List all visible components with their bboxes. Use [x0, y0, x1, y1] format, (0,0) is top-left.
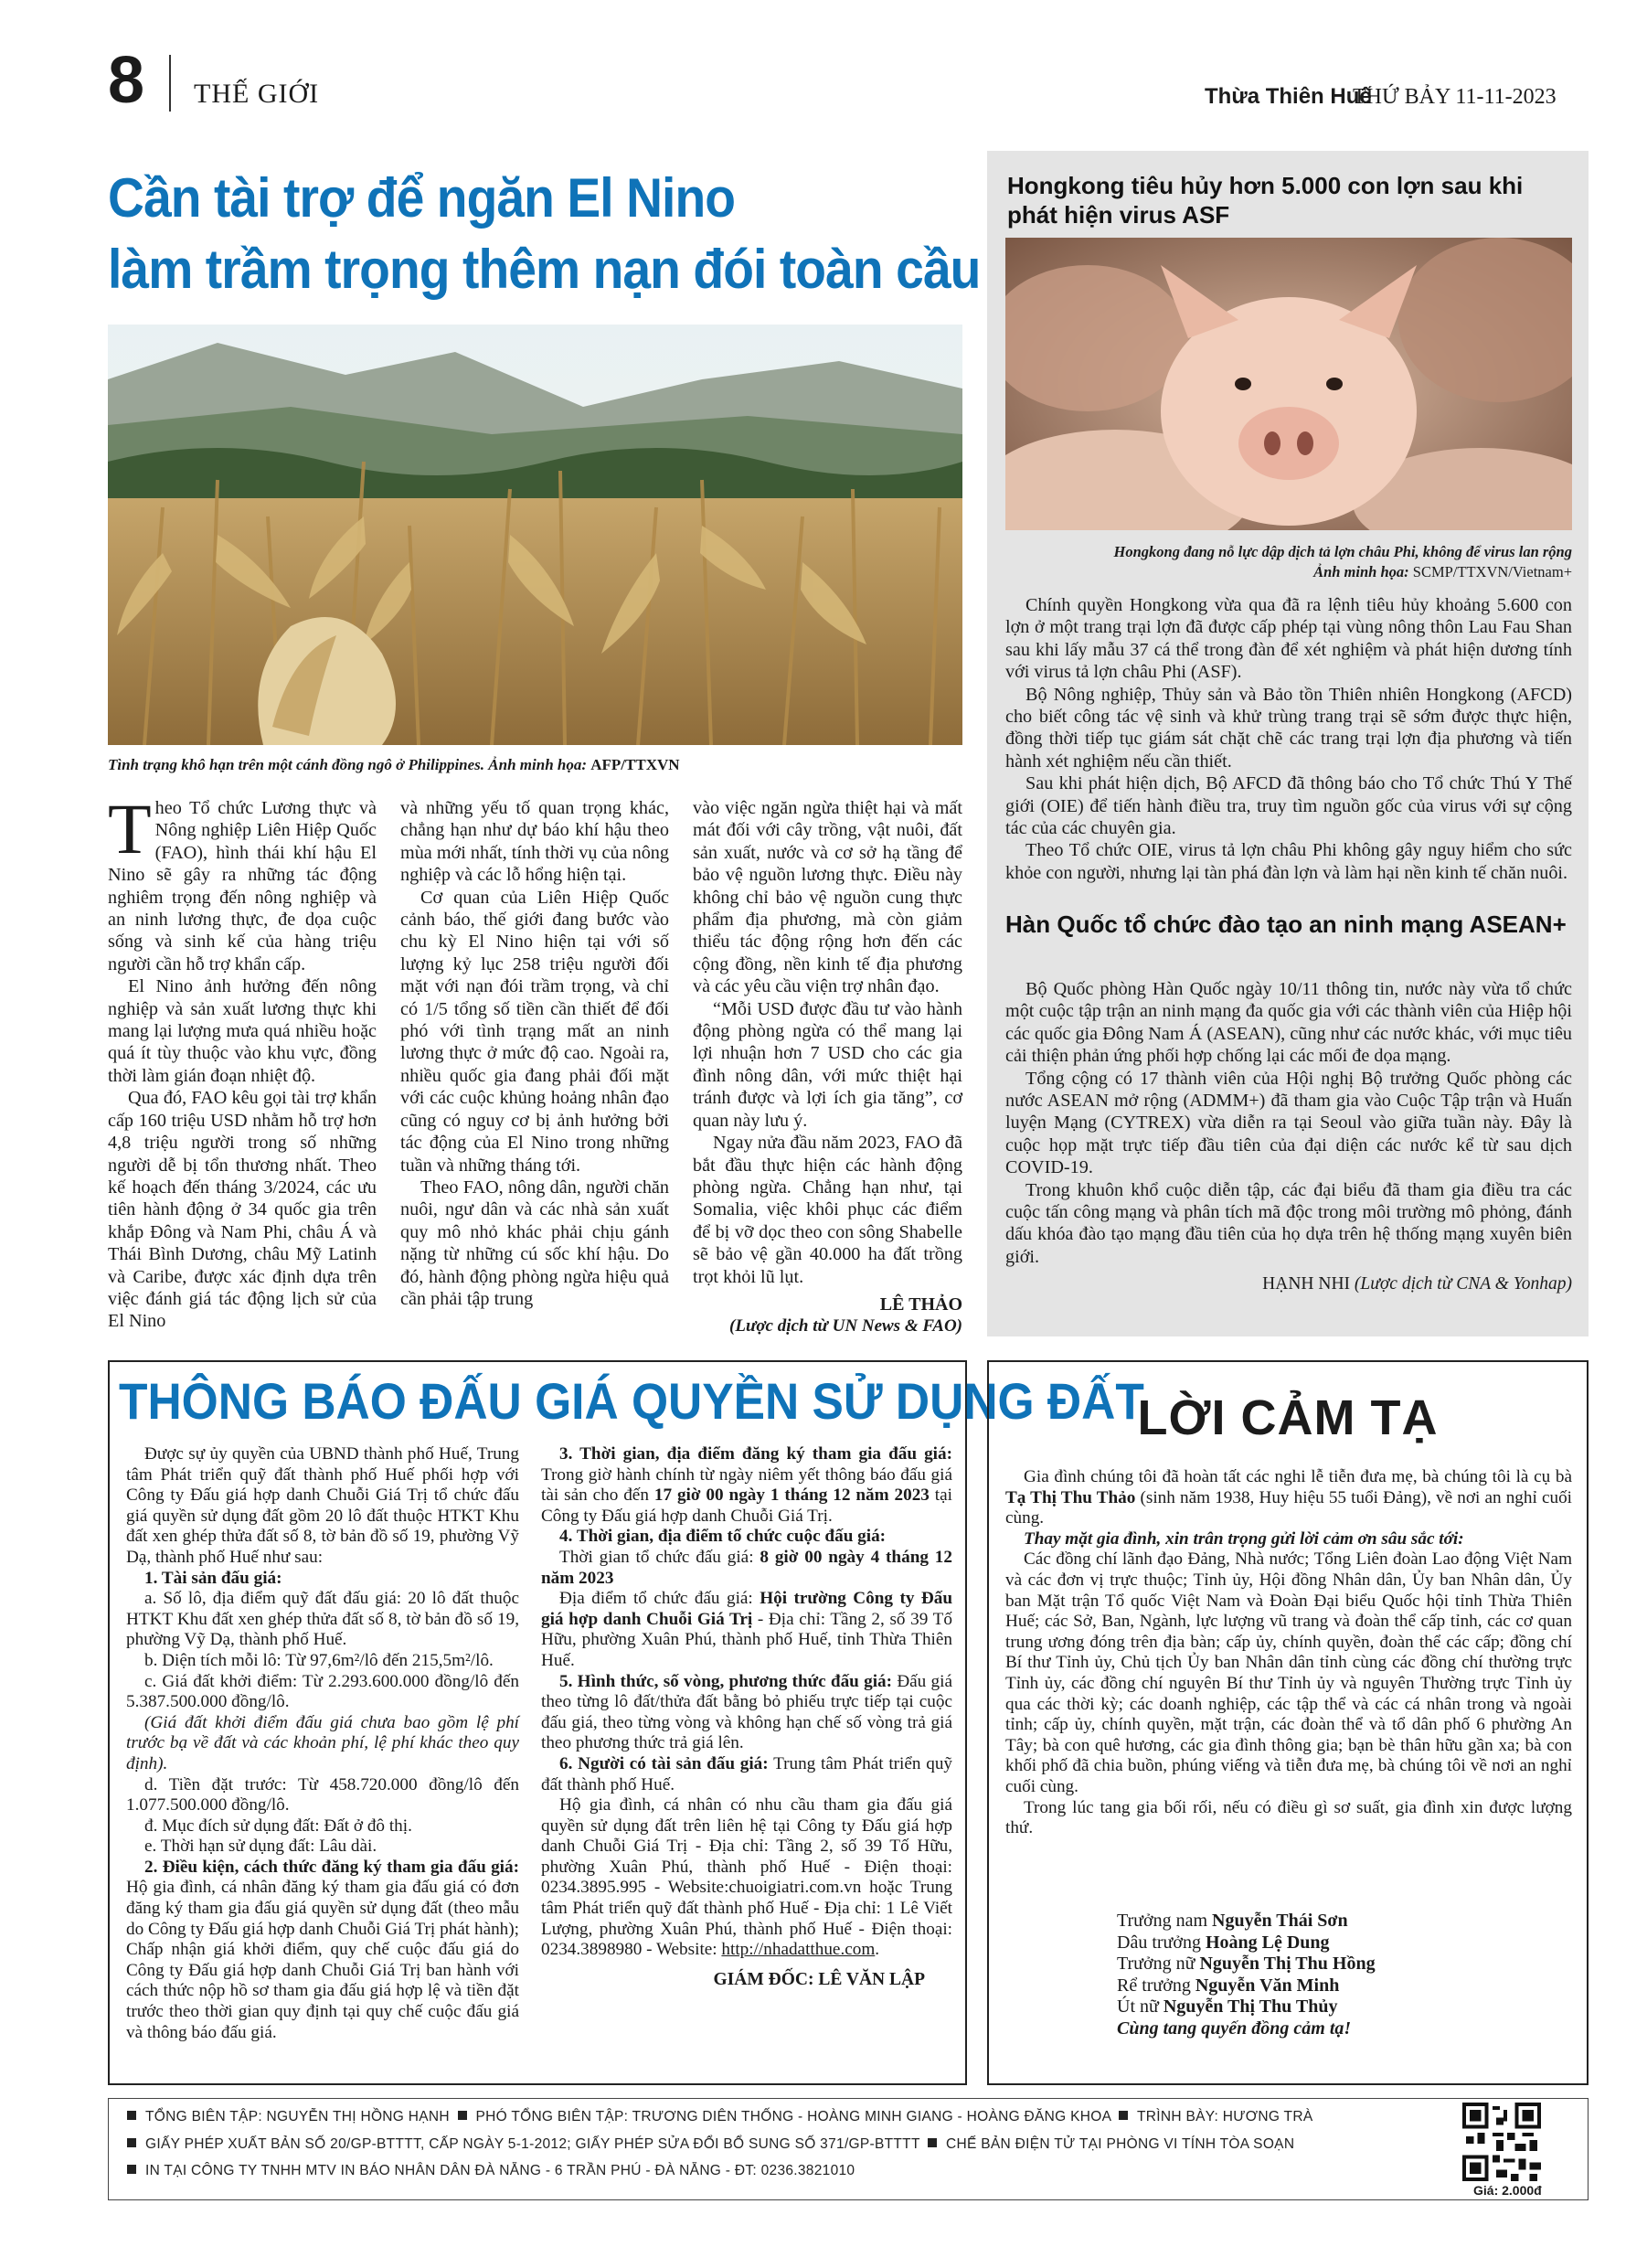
caption-text: Tình trạng khô hạn trên một cánh đồng ngô ở Philippines. Ảnh minh họa: — [108, 756, 591, 773]
closing-line: Cùng tang quyến đồng cảm tạ! — [1117, 2018, 1352, 2039]
family-signers — [1117, 1911, 1574, 2039]
paragraph: tại Công ty Đấu giá hợp danh Chuỗi Giá Trị. — [541, 1485, 952, 1526]
newspaper-name: Thừa Thiên Huế — [1205, 84, 1372, 109]
bullet-icon — [458, 2111, 467, 2120]
paragraph: đ. Mục đích sử dụng đất: Đất ở đô thị. — [144, 1815, 412, 1836]
footer-line-1 — [123, 2109, 1312, 2125]
paragraph: d. Tiền đặt trước: Từ 458.720.000 đồng/lô đến 1.077.500.000 đồng/lô. — [126, 1774, 519, 1815]
paragraph: Bộ Quốc phòng Hàn Quốc ngày 10/11 thông tin, nước này vừa tổ chức một cuộc tập trận an ninh mạng đa quốc gia với các thành viên của Hiệp hội các quốc gia Đông Nam Á (ASEAN), cũng như các nước khác, với mục tiêu cải thiện phản ứng phối hợp chống lại các mối đe dọa mạng. — [1005, 979, 1572, 1067]
paragraph: a. Số lô, địa điểm quỹ đất đấu giá: 20 lô đất thuộc HTKT Khu đất xen ghép thửa đất số 8, tờ bản đồ số 19, phường Vỹ Dạ, thành phố Huế. — [126, 1589, 519, 1650]
auction-place: Hội trường Công ty Đấu giá hợp danh Chuỗi Giá Trị — [541, 1589, 953, 1629]
paragraph: Qua đó, FAO kêu gọi tài trợ khẩn cấp 160 triệu USD nhằm hỗ trợ hơn 4,8 triệu người trong số những người dễ bị tổn thương nhất. Theo kế hoạch đến tháng 3/2024, các ưu tiên hành động ở 34 quốc gia trên khắp Đông và Nam Phi, châu Á và Thái Bình Dương, châu Mỹ Latinh và Caribe, được xác định dựa trên việc đánh giá tác động lịch sử của El Nino — [108, 1088, 377, 1332]
paragraph: Theo Tổ chức OIE, virus tả lợn châu Phi không gây nguy hiểm cho sức khỏe con người, nhưng lại tàn phá đàn lợn và làm hại nền kinh tế chăn nuôi. — [1005, 840, 1572, 883]
paragraph: Trong lúc tang gia bối rối, nếu có điều gì sơ suất, gia đình xin được lượng thứ. — [1005, 1797, 1572, 1838]
issue-date: THỨ BẢY 11-11-2023 — [1353, 85, 1557, 109]
main-article-column-2 — [400, 797, 669, 1310]
paragraph: Đấu giá theo từng lô đất/thửa đất bằng bỏ phiếu trực tiếp tại cuộc đấu giá, theo từng vòng và không hạn chế số vòng trả giá theo phương thức trả giá lên. — [541, 1671, 952, 1753]
printer-info: IN TẠI CÔNG TY TNHH MTV IN BÁO NHÂN DÂN ĐÀ NẴNG - 6 TRẦN PHÚ - ĐÀ NẴNG - ĐT: 0236.3821010 — [145, 2163, 855, 2178]
auction-notice-title: THÔNG BÁO ĐẤU GIÁ QUYỀN SỬ DỤNG ĐẤT — [119, 1372, 1144, 1430]
paragraph: “Mỗi USD được đầu tư vào hành động phòng ngừa có thể mang lại lợi nhuận hơn 7 USD cho các gia đình nông dân, với mức thiệt hại tránh được và lợi ích gia tăng”, cơ quan này lưu ý. — [693, 998, 962, 1131]
footer-line-2 — [123, 2136, 1294, 2153]
pig-news-title: Hongkong tiêu hủy hơn 5.000 con lợn sau khi phát hiện virus ASF — [1007, 172, 1524, 229]
director-signature: GIÁM ĐỐC: LÊ VĂN LẬP — [713, 1969, 925, 1989]
signer: Trưởng nam Nguyễn Thái Sơn — [1117, 1911, 1348, 1931]
section-heading: 5. Hình thức, số vòng, phương thức đấu giá: — [559, 1671, 893, 1691]
footer-line-3 — [123, 2163, 855, 2179]
website-link[interactable]: http://nhadatthue.com — [721, 1940, 876, 1960]
paragraph: - Địa chỉ: Tầng 2, số 39 Tố Hữu, phường Xuân Phú, thành phố Huế, tỉnh Thừa Thiên Huế. — [541, 1609, 952, 1670]
label: Thời gian tổ chức đấu giá: — [559, 1547, 760, 1567]
paragraph: và những yếu tố quan trọng khác, chẳng hạn như dự báo khí hậu theo mùa mới nhất, tính thời vụ của nông nghiệp và các lỗ hổng hiện tại. — [400, 798, 669, 886]
paragraph: Thay mặt gia đình, xin trân trọng gửi lời cảm ơn sâu sắc tới: — [1024, 1528, 1464, 1549]
deputy-editors: PHÓ TỔNG BIÊN TẬP: TRƯƠNG DIÊN THỐNG - HOÀNG MINH GIANG - HOÀNG ĐĂNG KHOA — [475, 2109, 1111, 2124]
paragraph: Chính quyền Hongkong vừa qua đã ra lệnh tiêu hủy khoảng 5.600 con lợn ở một trang trại lợn đã được cấp phép tại vùng nông thôn Lau Fau Shan sau khi lấy mẫu 37 cá thể trong đàn để xét nghiệm và phát hiện dương tính với virus tả lợn châu Phi (ASF). — [1005, 595, 1572, 683]
korea-news-body — [1005, 978, 1572, 1296]
bullet-icon — [127, 2165, 136, 2174]
paragraph: vào việc ngăn ngừa thiệt hại và mất mát đối với cây trồng, vật nuôi, đất sản xuất, nước và cơ sở hạ tầng để bảo vệ nguồn lương thực. Điều này không chỉ bảo vệ nguồn cung thực phẩm địa phương, mà còn giảm thiểu tác động rộng hơn đến các cộng đồng, nền kinh tế địa phương và các yêu cầu viện trợ nhân đạo. — [693, 798, 962, 997]
caption-text: Hongkong đang nỗ lực dập dịch tả lợn châu Phi, không để virus lan rộng — [1113, 543, 1572, 560]
korea-news-title: Hàn Quốc tổ chức đào tạo an ninh mạng ASEAN+ — [1005, 910, 1567, 938]
auction-column-1 — [126, 1444, 519, 2043]
paragraph: b. Diện tích mỗi lô: Từ 97,6m²/lô đến 215,5m²/lô. — [144, 1650, 494, 1670]
publishing-license: GIẤY PHÉP XUẤT BẢN SỐ 20/GP-BTTTT, CẤP NGÀY 5-1-2012; GIẤY PHÉP SỬA ĐỔI BỔ SUNG SỐ 371/GP-BTTTT — [145, 2136, 920, 2152]
section-heading: 2. Điều kiện, cách thức đăng ký tham gia đấu giá: — [144, 1857, 519, 1877]
pigs-photo-caption — [1005, 542, 1572, 582]
signer: Rể trưởng Nguyễn Văn Minh — [1117, 1975, 1340, 1996]
bullet-icon — [127, 2111, 136, 2120]
main-article-column-3 — [693, 797, 962, 1338]
page-number: 8 — [108, 44, 145, 117]
paragraph: Ngay nửa đầu năm 2023, FAO đã bắt đầu thực hiện các hành động phòng ngừa. Chẳng hạn như, tại Somalia, việc khôi phục các điểm để bị vỡ dọc theo con sông Shabelle sẽ bảo vệ gần 40.000 ha đất trồng trọt khỏi lũ lụt. — [693, 1133, 962, 1287]
paragraph: Sau khi phát hiện dịch, Bộ AFCD đã thông báo cho Tổ chức Thú Y Thế giới (OIE) để tiến hành điều tra, truy tìm nguồn gốc của virus với sự cộng tác của các chuyên gia. — [1005, 773, 1572, 839]
main-article-title — [108, 163, 981, 305]
main-title-line-2: làm trầm trọng thêm nạn đói toàn cầu — [108, 239, 981, 300]
section-heading: 6. Người có tài sản đấu giá: — [559, 1753, 769, 1773]
contact-info: Hộ gia đình, cá nhân có nhu cầu tham gia đấu giá quyền sử dụng đất trên liên hệ tại Công ty Đấu giá hợp danh Chuỗi Giá Trị - Địa chỉ: Tầng 2, số 39 Tố Hữu, phường Xuân Phú, thành phố Huế - Điện thoại: 0234.3895.995 - Website:chuoigiatri.com.vn hoặc Trung tâm Phát triển quỹ đất thành phố Huế - Địa chỉ: 1 Lê Viết Lượng, phường Xuân Phú, thành phố Huế - Điện thoại: 0234.3898980 - Website: — [541, 1795, 952, 1960]
cornfield-photo-caption — [108, 756, 680, 774]
prepress-credit: CHẾ BẢN ĐIỆN TỬ TẠI PHÒNG VI TÍNH TÒA SOẠN — [946, 2136, 1295, 2152]
paragraph: (Giá đất khởi điểm đấu giá chưa bao gồm lệ phí trước bạ về đất và các khoản phí, lệ phí khác theo quy định). — [126, 1712, 519, 1773]
bullet-icon — [928, 2138, 937, 2147]
paragraph: Các đồng chí lãnh đạo Đảng, Nhà nước; Tổng Liên đoàn Lao động Việt Nam và các đơn vị trực thuộc; Tỉnh ủy, Hội đồng Nhân dân, Ủy ban Nhân dân, Ủy ban Mặt trận Tổ quốc Việt Nam và Đoàn Đại biểu Quốc hội tỉnh Thừa Thiên Huế; các Sở, Ban, Ngành, lực lượng vũ trang và đoàn thể cấp tỉnh, các cơ quan trung ương đóng trên địa bàn; cấp ủy, chính quyền, đoàn thể các cấp; đồng chí Bí thư Tỉnh ủy, Chủ tịch Ủy ban Nhân dân tỉnh cùng các đồng chí thường trực Tỉnh ủy, các đồng chí nguyên Bí thư Tỉnh ủy và nguyên Thường trực Tỉnh ủy qua các thời kỳ; các doanh nghiệp, các tập thể và các cá nhân trong và ngoài tỉnh; cấp ủy, chính quyền, mặt trận, các đoàn thể và tổ dân phố 6 phường An Tây; bà con quê hương, các gia đình thông gia; bạn bè thân hữu gần xa; bà con khối phố đã chia buồn, phúng viếng và tiễn đưa mẹ, bà chúng tôi về nơi an nghỉ cuối cùng. — [1005, 1549, 1572, 1796]
paragraph: Hộ gia đình, cá nhân đăng ký tham gia đấu giá có đơn đăng ký tham gia đấu giá quyền sử dụng đất (theo mẫu do Công ty Đấu giá hợp danh Chuỗi Giá Trị phát hành); Chấp nhận giá khởi điểm, quy chế cuộc đấu giá do Công ty Đấu giá hợp danh Chuỗi Giá Trị ban hành với cách thức nộp hồ sơ tham gia đấu giá hợp lệ và tiền đặt trước theo thời gian quy định tại quy chế cuộc đấu giá và thông báo đấu giá. — [126, 1878, 519, 2042]
caption-credit: AFP/TTXVN — [590, 756, 680, 773]
paragraph: Được sự ủy quyền của UBND thành phố Huế, Trung tâm Phát triển quỹ đất thành phố Huế phối hợp với Công ty Đấu giá hợp danh Chuỗi Giá Trị tổ chức đấu giá quyền sử dụng đất gồm 20 lô đất thuộc HTKT Khu đất xen ghép thửa đất số 8, tờ bản đồ số 19, phường Vỹ Dạ, thành phố Huế như sau: — [126, 1444, 519, 1567]
thanks-notice-title: LỜI CẢM TẠ — [1137, 1390, 1439, 1445]
paragraph: Theo FAO, nông dân, người chăn nuôi, ngư dân và các nhà sản xuất quy mô nhỏ khác phải chịu gánh nặng từ những cú sốc khí hậu. Do đó, hành động phòng ngừa hiệu quả cần phải tập trung — [400, 1177, 669, 1309]
main-article-column-1 — [108, 789, 377, 1333]
caption-credit: SCMP/TTXVN/Vietnam+ — [1412, 563, 1572, 580]
paragraph: Gia đình chúng tôi đã hoàn tất các nghi lễ tiễn đưa mẹ, bà chúng tôi là cụ bà — [1024, 1467, 1572, 1486]
bullet-icon — [1119, 2111, 1128, 2120]
section-heading: 1. Tài sản đấu giá: — [144, 1568, 282, 1588]
layout-credit: TRÌNH BÀY: HƯƠNG TRÀ — [1137, 2109, 1313, 2124]
article-author: LÊ THẢO — [879, 1294, 962, 1315]
signer: Trưởng nữ Nguyễn Thị Thu Hồng — [1117, 1954, 1376, 1974]
article-source: (Lược dịch từ UN News & FAO) — [729, 1316, 962, 1336]
section-heading: 4. Thời gian, địa điểm tổ chức cuộc đấu giá: — [559, 1527, 887, 1547]
paragraph: Bộ Nông nghiệp, Thủy sản và Bảo tồn Thiên nhiên Hongkong (AFCD) cho biết công tác vệ sinh và khử trùng trang trại sẽ sớm được thực hiện, đồng thời tiếp tục giám sát chặt chẽ các trang trại lợn địa phương và tiến hành xét nghiệm nếu cần thiết. — [1005, 684, 1572, 772]
paragraph: heo Tổ chức Lương thực và Nông nghiệp Liên Hiệp Quốc (FAO), hình thái khí hậu El Nino sẽ gây ra những tác động nghiêm trọng đến nông nghiệp và an ninh lương thực, đe dọa cuộc sống và sinh kế của hàng triệu người cần hỗ trợ khẩn cấp. — [108, 798, 377, 974]
paragraph: Trung tâm Phát triển quỹ đất thành phố Huế. — [541, 1753, 953, 1794]
section-heading: 3. Thời gian, địa điểm đăng ký tham gia đấu giá: — [559, 1444, 952, 1464]
paragraph: Trong khuôn khổ cuộc diễn tập, các đại biểu đã tham gia điều tra các cuộc tấn công mạng và phân tích mã độc trong môi trường mô phỏng, đánh dấu khóa đào tạo mạng đầu tiên của họ dựa trên hệ thống mạng xuyên biên giới. — [1005, 1179, 1572, 1267]
main-title-line-1: Cần tài trợ để ngăn El Nino — [108, 167, 736, 229]
paragraph: e. Thời hạn sử dụng đất: Lâu dài. — [144, 1837, 377, 1857]
author-name: HẠNH NHI — [1262, 1274, 1351, 1294]
paragraph: Cơ quan của Liên Hiệp Quốc cảnh báo, thế giới đang bước vào chu kỳ El Nino hiện tại với số lượng kỷ lục 258 triệu người đối mặt với nạn đói trầm trọng, và chỉ có 1/5 tổng số tiền cần thiết để đối phó với tình trạng mất an ninh lương thực ở mức độ cao. Ngoài ra, nhiều quốc gia đang phải đối mặt với các cuộc khủng hoảng nhân đạo cũng có nguy cơ bị ảnh hưởng bởi tác động của El Nino trong những tuần và những tháng tới. — [400, 887, 669, 1176]
qr-code-icon[interactable] — [1462, 2103, 1541, 2181]
signer: Út nữ Nguyễn Thị Thu Thủy — [1117, 1996, 1338, 2017]
bullet-icon — [127, 2138, 136, 2147]
drop-cap: T — [108, 789, 152, 868]
paragraph: c. Giá đất khởi điểm: Từ 2.293.600.000 đồng/lô đến 5.387.500.000 đồng/lô. — [126, 1671, 519, 1712]
drought-cornfield-photo — [108, 325, 962, 745]
deceased-name: Tạ Thị Thu Thảo — [1005, 1487, 1136, 1507]
caption-credit-label: Ảnh minh họa: — [1313, 563, 1413, 580]
author-source: (Lược dịch từ CNA & Yonhap) — [1354, 1274, 1572, 1294]
pigs-photo — [1005, 238, 1572, 530]
pig-news-body — [1005, 594, 1572, 884]
header-divider — [169, 55, 171, 112]
section-name: THẾ GIỚI — [194, 79, 320, 109]
editor-in-chief: TỔNG BIÊN TẬP: NGUYỄN THỊ HỒNG HẠNH — [145, 2109, 450, 2124]
korea-news-author — [1005, 1273, 1572, 1295]
pig-illustration — [1005, 238, 1572, 530]
signer: Dâu trưởng Hoàng Lệ Dung — [1117, 1932, 1330, 1953]
auction-column-2: 3. Thời gian, địa điểm đăng ký tham gia đấu giá: Trong giờ hành chính từ ngày niêm yết thông báo đấu giá tài sản cho đến 17 giờ 00 ngày 1 tháng 12 năm 2023 tại Công ty Đấu giá hợp danh Chuỗi Giá Trị. 4. Thời gian, địa điểm tổ chức cuộc đấu giá: Thời gian tổ chức đấu giá: 8 giờ 00 ngày 4 tháng 12 năm 2023 Địa điểm tổ chức đấu giá: Hội trường Công ty Đấu giá hợp danh Chuỗi Giá Trị - Địa chỉ: Tầng 2, số 39 Tố Hữu, phường Xuân Phú, thành phố Huế, tỉnh Thừa Thiên Huế. 5. Hình thức, số vòng, phương thức đấu giá: Đấu giá theo từng lô đất/thửa đất bằng bỏ phiếu trực tiếp tại cuộc đấu giá, theo từng vòng và không hạn chế số vòng trả giá theo phương thức trả giá lên. 6. Người có tài sản đấu giá: Trung tâm Phát triển quỹ đất thành phố Huế. Hộ gia đình, cá nhân có nhu cầu tham gia đấu giá quyền sử dụng đất trên liên hệ tại Công ty Đấu giá hợp danh Chuỗi Giá Trị - Địa chỉ: Tầng 2, số 39 Tố Hữu, phường Xuân Phú, thành phố Huế - Điện thoại: 0234.3895.995 - Website:chuoigiatri.com.vn hoặc Trung tâm Phát triển quỹ đất thành phố Huế - Địa chỉ: 1 Lê Viết Lượng, phường Xuân Phú, thành phố Huế - Điện thoại: 0234.3898980 - Website: http://nhadatthue.com. GIÁM ĐỐC: LÊ VĂN LẬP — [541, 1444, 953, 1989]
auction-time: 8 giờ 00 ngày 4 tháng 12 năm 2023 — [541, 1547, 952, 1588]
label: Địa điểm tổ chức đấu giá: — [559, 1589, 760, 1609]
deadline: 17 giờ 00 ngày 1 tháng 12 năm 2023 — [653, 1485, 930, 1506]
paragraph: El Nino ảnh hưởng đến nông nghiệp và sản xuất lương thực khi mang lại lượng mưa quá nhiều hoặc quá ít tùy thuộc vào khu vực, đồng thời làm gián đoạn nhiệt độ. — [108, 976, 377, 1086]
cornfield-illustration — [108, 325, 962, 745]
paragraph: (sinh năm 1938, Huy hiệu 55 tuổi Đảng), về nơi an nghỉ cuối cùng. — [1005, 1487, 1572, 1528]
paragraph: Trong giờ hành chính từ ngày niêm yết thông báo đấu giá tài sản cho đến — [541, 1464, 952, 1506]
paragraph: Tổng cộng có 17 thành viên của Hội nghị Bộ trưởng Quốc phòng các nước ASEAN mở rộng (ADMM+) đã tham gia vào Cuộc Tập trận và Huấn luyện Mạng (CYTREX) vừa diễn ra tại Seoul vào giữa tuần này. Đây là cuộc họp mặt trực tiếp đầu tiên của đại diện các nước kể từ sau dịch COVID-19. — [1005, 1068, 1572, 1178]
thanks-notice-body — [1005, 1467, 1572, 1839]
issue-price: Giá: 2.000đ — [1473, 2183, 1542, 2198]
